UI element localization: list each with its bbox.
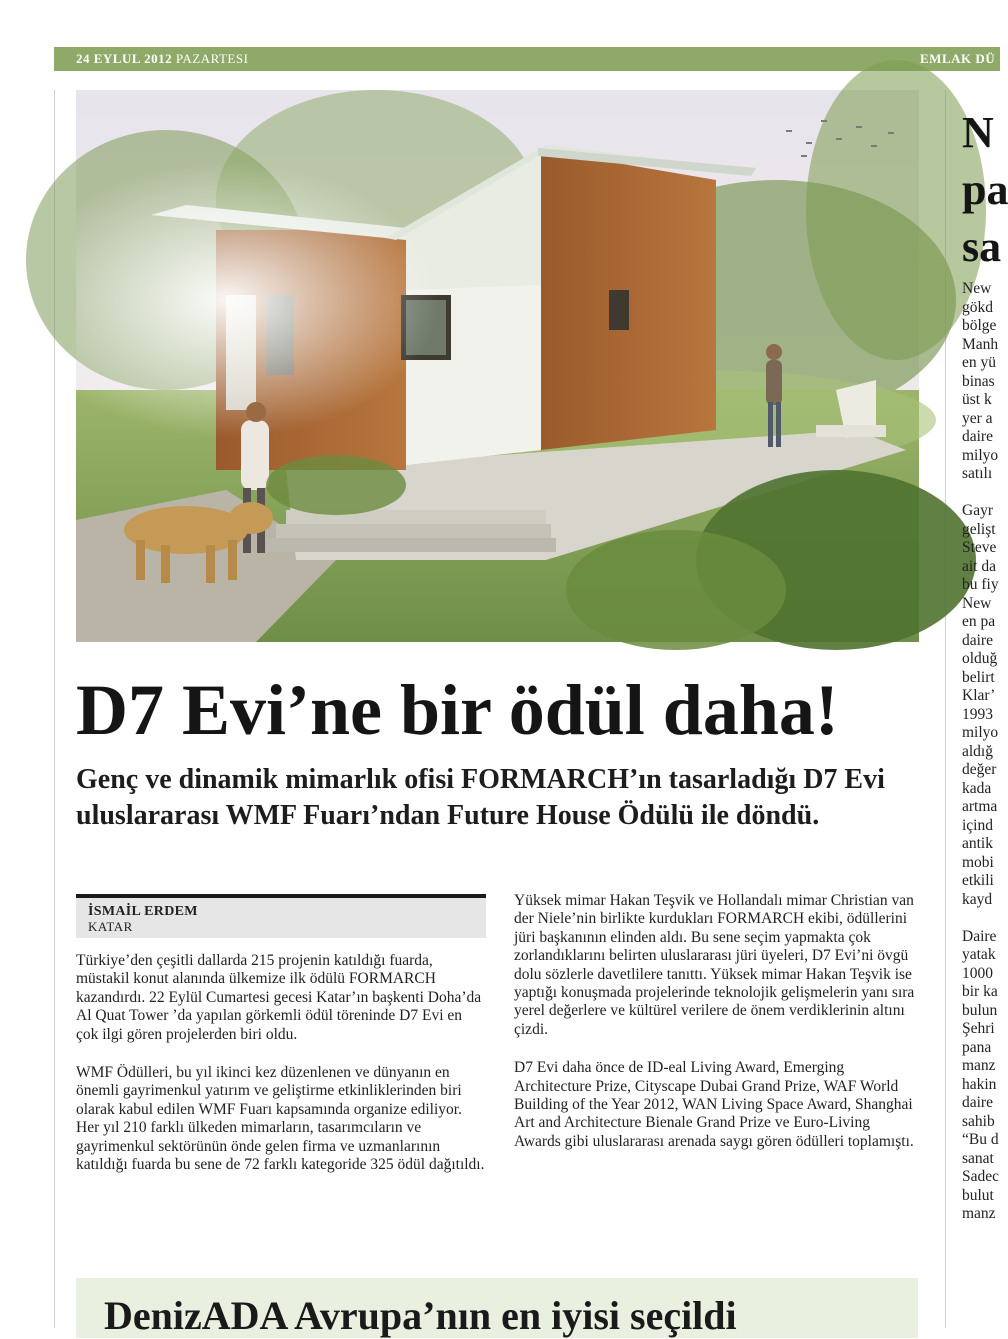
sidebar-line: milyo (962, 446, 999, 464)
sidebar-line: bulut (962, 1186, 994, 1204)
section-label: EMLAK DÜ (920, 51, 996, 66)
article-paragraph: Yüksek mimar Hakan Teşvik ve Hollandalı mimar Christian van der Niele’nin birlikte kurdukları FORMARCH ekibi, ödüllerini jüri başkanının elinden aldı. Bu sene seçim yapmakta çok zorlandıklarını belirten uluslararası jüri üyeleri, D7 Evi’ni övgü dolu sözlerle davetlilere tanıttı. Yüksek mimar Hakan Teşvik ise yaptığı konuşmada projelerinde teknolojik gelişmelerin yanı sıra yerel değerlere ve kültürel verilere de önem verdiklerinin altını çizdi. (514, 892, 915, 1038)
sidebar-line: binas (962, 372, 995, 390)
article-paragraph: Türkiye’den çeşitli dallarda 215 projenin katıldığı fuarda, müstakil konut alanında ülkemize ilk ödülü FORMARCH kazandırdı. 22 Eylül Cumartesi gecesi Katar’ın başkenti Doha’da Al Quat Tower ’da yapılan görkemli ödül töreninde D7 Evi en çok ilgi gören projelerden biri oldu. (76, 952, 482, 1043)
byline-box (76, 894, 486, 938)
sidebar-line: manz (962, 1205, 996, 1222)
issue-date (76, 51, 248, 67)
sidebar-line: bulun (962, 1001, 998, 1019)
sidebar-line: sahib (962, 1112, 995, 1130)
article-column-2 (514, 892, 919, 1171)
sidebar-line: Gayr (962, 502, 993, 519)
sidebar-line: en pa (962, 613, 996, 630)
sidebar-line: Manh (962, 335, 999, 353)
sidebar-headline-line: pa (962, 165, 1008, 214)
article-paragraph: D7 Evi daha önce de ID-eal Living Award, Emerging Architecture Prize, Cityscape Dubai Grand Prize, WAF World Building of the Year 2012, WAN Living Space Award, Shanghai Art and Architecture Bienale Grand Prize ve Euro-Living Awards gibi uluslararası arenada saygı gören ödülleri toplamıştı. (514, 1059, 914, 1150)
sidebar-headline-line: N (962, 108, 994, 157)
sidebar-line: daire (962, 428, 993, 445)
sidebar-paragraph (962, 280, 1000, 484)
sidebar-line: New (962, 594, 992, 612)
sidebar-line: 1000 (962, 964, 993, 982)
sidebar-line: mobi (962, 853, 994, 871)
page-header-bar (54, 47, 1000, 71)
article-column-1 (76, 952, 486, 1194)
sidebar-line: milyo (962, 724, 999, 741)
sidebar-line: 1993 (962, 705, 993, 723)
sidebar-line: olduğ (962, 650, 998, 667)
sidebar-line: “Bu d (962, 1131, 999, 1148)
sidebar-line: belirt (962, 668, 995, 686)
sidebar-line: yer a (962, 409, 993, 427)
sidebar-paragraph (962, 502, 1000, 909)
sidebar-headline (962, 104, 1008, 275)
sidebar-line: daire (962, 1094, 993, 1111)
sidebar-line: etkili (962, 872, 994, 889)
sidebar-paragraph (962, 928, 1000, 1224)
author-location: KATAR (88, 919, 133, 934)
sidebar-line: içind (962, 816, 993, 834)
second-story-headline: DenizADA Avrupa’nın en iyisi seçildi (104, 1293, 737, 1338)
main-headline: D7 Evi’ne bir ödül daha! (76, 670, 839, 750)
sidebar-line: Şehri (962, 1020, 995, 1037)
sidebar-headline-line: sa (962, 222, 1002, 271)
sidebar-line: bir ka (962, 983, 998, 1000)
sidebar-line: Daire (962, 927, 997, 945)
sidebar-line: yatak (962, 946, 996, 963)
sidebar-line: kada (962, 779, 992, 797)
sidebar-line: artma (962, 798, 998, 815)
sidebar-line: ait da (962, 557, 996, 575)
sidebar-line: daire (962, 631, 993, 649)
sidebar-line: satılı (962, 465, 993, 482)
sidebar-line: Klar’ (962, 687, 996, 704)
sidebar-line: en yü (962, 354, 997, 371)
sidebar-line: Sadec (962, 1168, 1000, 1185)
sidebar-line: kayd (962, 890, 993, 908)
house-photo (76, 90, 919, 642)
sidebar-line: Steve (962, 539, 997, 556)
sidebar-line: değer (962, 761, 997, 778)
sidebar-line: manz (962, 1057, 996, 1074)
sidebar-line: bu fiy (962, 576, 999, 593)
main-deck: Genç ve dinamik mimarlık ofisi FORMARCH’ın tasarladığı D7 Evi uluslararası WMF Fuarı’ndan Future House Ödülü ile döndü. (76, 764, 885, 831)
sidebar-line: bölge (962, 317, 997, 334)
sidebar-line: pana (962, 1038, 992, 1056)
second-story-box (76, 1278, 918, 1338)
sidebar-line: antik (962, 835, 993, 852)
author-name: İSMAİL ERDEM (88, 904, 198, 919)
article-paragraph: WMF Ödülleri, bu yıl ikinci kez düzenlenen ve dünyanın en önemli gayrimenkul yatırım ve geliştirme etkinliklerinden biri olarak kabul edilen WMF Fuarı kapsamında organize ediliyor. Her yıl 210 farklı ülkeden mimarların, tasarımcıların ve gayrimenkul sektörünün önde gelen firma ve uzmanlarının katıldığı fuarda bu sene de 72 farklı kategoride 325 ödül dağıtıldı. (76, 1064, 485, 1174)
sidebar-line: üst k (962, 391, 992, 408)
sidebar-line: sanat (962, 1149, 994, 1167)
sidebar-line: hakin (962, 1075, 997, 1093)
issue-day: PAZARTESI (175, 51, 249, 66)
issue-date-text: 24 EYLUL 2012 (76, 51, 173, 66)
sidebar-line: gelişt (962, 520, 996, 538)
sidebar-line: gökd (962, 298, 993, 316)
sidebar-article (962, 280, 1000, 1242)
sidebar-line: New (962, 280, 992, 297)
sidebar-line: aldığ (962, 742, 993, 760)
